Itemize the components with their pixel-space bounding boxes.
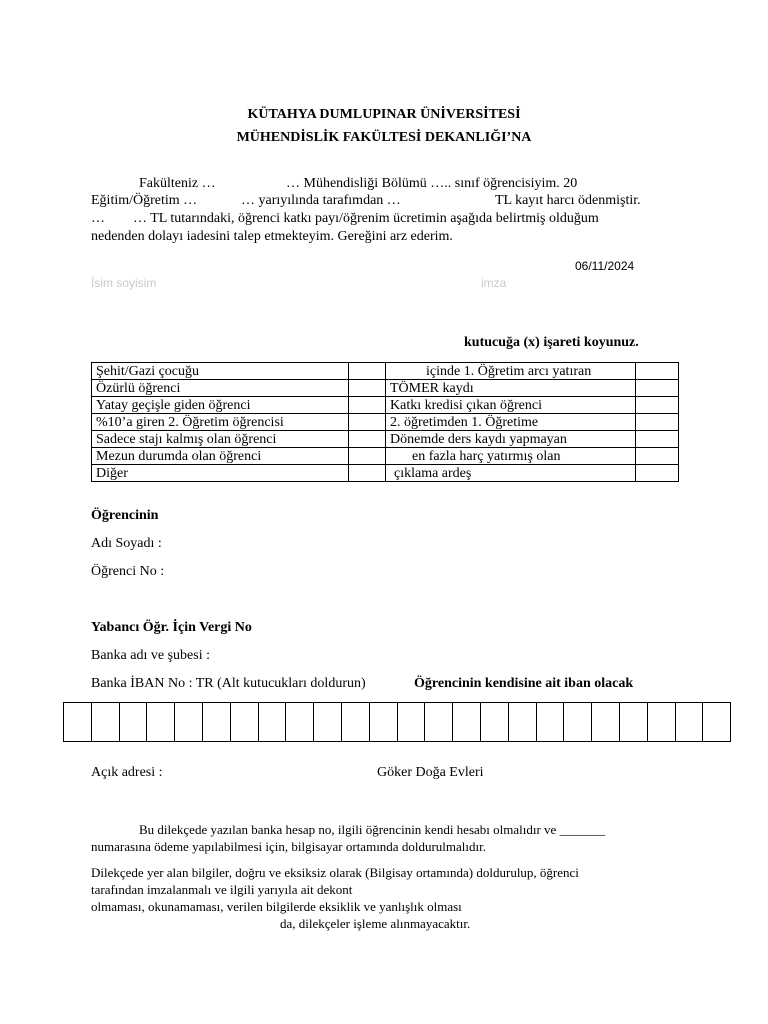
reason-label: Özürlü öğrenci [92, 380, 349, 397]
table-row [92, 414, 679, 431]
reason-label: Diğer [92, 465, 349, 482]
iban-digit-box[interactable] [453, 703, 481, 741]
table-row [92, 465, 679, 482]
reason-label: Katkı kredisi çıkan öğrenci [386, 397, 636, 414]
iban-digit-box[interactable] [398, 703, 426, 741]
intro-line3-b: … TL tutarındaki, öğrenci katkı payı/öğrenim ücretimin aşağıda belirtmiş olduğum [133, 211, 599, 226]
reason-label: %10’a giren 2. Öğretim öğrencisi [92, 414, 349, 431]
intro-line2-b: … yarıyılında tarafımdan … [241, 193, 401, 208]
reason-label: Şehit/Gazi çocuğu [92, 363, 349, 380]
reason-checkbox[interactable] [636, 363, 679, 380]
signature-field[interactable]: imza [481, 276, 507, 290]
iban-digit-box[interactable] [92, 703, 120, 741]
note-2d: da, dilekçeler işleme alınmayacaktır. [280, 916, 471, 931]
note-2b: tarafından imzalanmalı ve ilgili yarıyıla ait dekont [91, 882, 353, 897]
reason-checkbox[interactable] [636, 465, 679, 482]
reason-checkbox[interactable] [349, 465, 386, 482]
note-2a: Dilekçede yer alan bilgiler, doğru ve eksiksiz olarak (Bilgisay ortamında) doldurulup, öğrenci [91, 865, 579, 880]
student-number-label: Öğrenci No : [91, 564, 165, 579]
iban-digit-box[interactable] [203, 703, 231, 741]
table-row [92, 448, 679, 465]
iban-digit-box[interactable] [481, 703, 509, 741]
iban-digit-box[interactable] [120, 703, 148, 741]
intro-line1-a: Fakülteniz … [139, 176, 216, 191]
iban-digit-box[interactable] [314, 703, 342, 741]
intro-line3-a: … [91, 211, 105, 226]
reason-label: Sadece stajı kalmış olan öğrenci [92, 431, 349, 448]
iban-label: Banka İBAN No : TR (Alt kutucukları doldurun) [91, 676, 366, 691]
title-dean-office: MÜHENDİSLİK FAKÜLTESİ DEKANLIĞI’NA [236, 130, 532, 145]
reason-checkbox[interactable] [349, 448, 386, 465]
note-1b: numarasına ödeme yapılabilmesi için, bilgisayar ortamında doldurulmalıdır. [91, 839, 486, 854]
title-university: KÜTAHYA DUMLUPINAR ÜNİVERSİTESİ [247, 107, 521, 122]
note-1a: Bu dilekçede yazılan banka hesap no, ilgili öğrencinin kendi hesabı olmalıdır ve _______ [139, 822, 606, 837]
iban-digit-box[interactable] [259, 703, 287, 741]
reason-label: 2. öğretimden 1. Öğretime [386, 414, 636, 431]
reason-label: en fazla harç yatırmış olan [386, 448, 636, 465]
reason-checkbox[interactable] [349, 380, 386, 397]
foreign-tax-label: Yabancı Öğr. İçin Vergi No [91, 620, 252, 635]
reason-label: Mezun durumda olan öğrenci [92, 448, 349, 465]
checkbox-instruction: kutucuğa (x) işareti koyunuz. [464, 335, 639, 350]
intro-line1-b: … Mühendisliği Bölümü ….. sınıf öğrencisiyim. 20 [286, 176, 578, 191]
table-row [92, 363, 679, 380]
student-heading: Öğrencinin [91, 508, 159, 523]
iban-digit-box[interactable] [147, 703, 175, 741]
iban-digit-box[interactable] [425, 703, 453, 741]
table-row [92, 397, 679, 414]
reason-checkbox[interactable] [636, 431, 679, 448]
iban-boxes [63, 702, 731, 742]
table-row [92, 431, 679, 448]
reason-label: Yatay geçişle giden öğrenci [92, 397, 349, 414]
iban-digit-box[interactable] [537, 703, 565, 741]
iban-digit-box[interactable] [342, 703, 370, 741]
iban-digit-box[interactable] [676, 703, 704, 741]
iban-digit-box[interactable] [703, 703, 730, 741]
intro-line2-a: Eğitim/Öğretim … [91, 193, 198, 208]
reasons-table [91, 362, 679, 482]
reason-label: TÖMER kaydı [386, 380, 636, 397]
iban-digit-box[interactable] [509, 703, 537, 741]
reason-checkbox[interactable] [349, 431, 386, 448]
iban-digit-box[interactable] [648, 703, 676, 741]
intro-line2-c: TL kayıt harcı ödenmiştir. [495, 193, 641, 208]
iban-digit-box[interactable] [564, 703, 592, 741]
intro-line4: nedenden dolayı iadesini talep etmekteyim. Gereğini arz ederim. [91, 229, 453, 244]
iban-digit-box[interactable] [620, 703, 648, 741]
iban-digit-box[interactable] [592, 703, 620, 741]
iban-digit-box[interactable] [370, 703, 398, 741]
note-2c: olmaması, okunamaması, verilen bilgilerde eksiklik ve yanlışlık olması [91, 899, 462, 914]
reason-checkbox[interactable] [349, 414, 386, 431]
iban-digit-box[interactable] [231, 703, 259, 741]
date-field[interactable]: 06/11/2024 [575, 259, 635, 273]
iban-digit-box[interactable] [175, 703, 203, 741]
reason-checkbox[interactable] [636, 380, 679, 397]
reason-checkbox[interactable] [636, 397, 679, 414]
reason-label: içinde 1. Öğretim arcı yatıran [386, 363, 636, 380]
reason-checkbox[interactable] [636, 414, 679, 431]
reason-label: Dönemde ders kaydı yapmayan [386, 431, 636, 448]
address-value[interactable]: Göker Doğa Evleri [377, 765, 484, 780]
bank-name-label: Banka adı ve şubesi : [91, 648, 210, 663]
name-field[interactable]: İsim soyisim [91, 276, 157, 290]
table-row [92, 380, 679, 397]
reason-checkbox[interactable] [349, 363, 386, 380]
iban-digit-box[interactable] [286, 703, 314, 741]
reason-checkbox[interactable] [636, 448, 679, 465]
iban-digit-box[interactable] [64, 703, 92, 741]
iban-note: Öğrencinin kendisine ait iban olacak [414, 676, 634, 691]
reason-label: çıklama ardeş [386, 465, 636, 482]
reason-checkbox[interactable] [349, 397, 386, 414]
address-label: Açık adresi : [91, 765, 163, 780]
student-name-label: Adı Soyadı : [91, 536, 162, 551]
